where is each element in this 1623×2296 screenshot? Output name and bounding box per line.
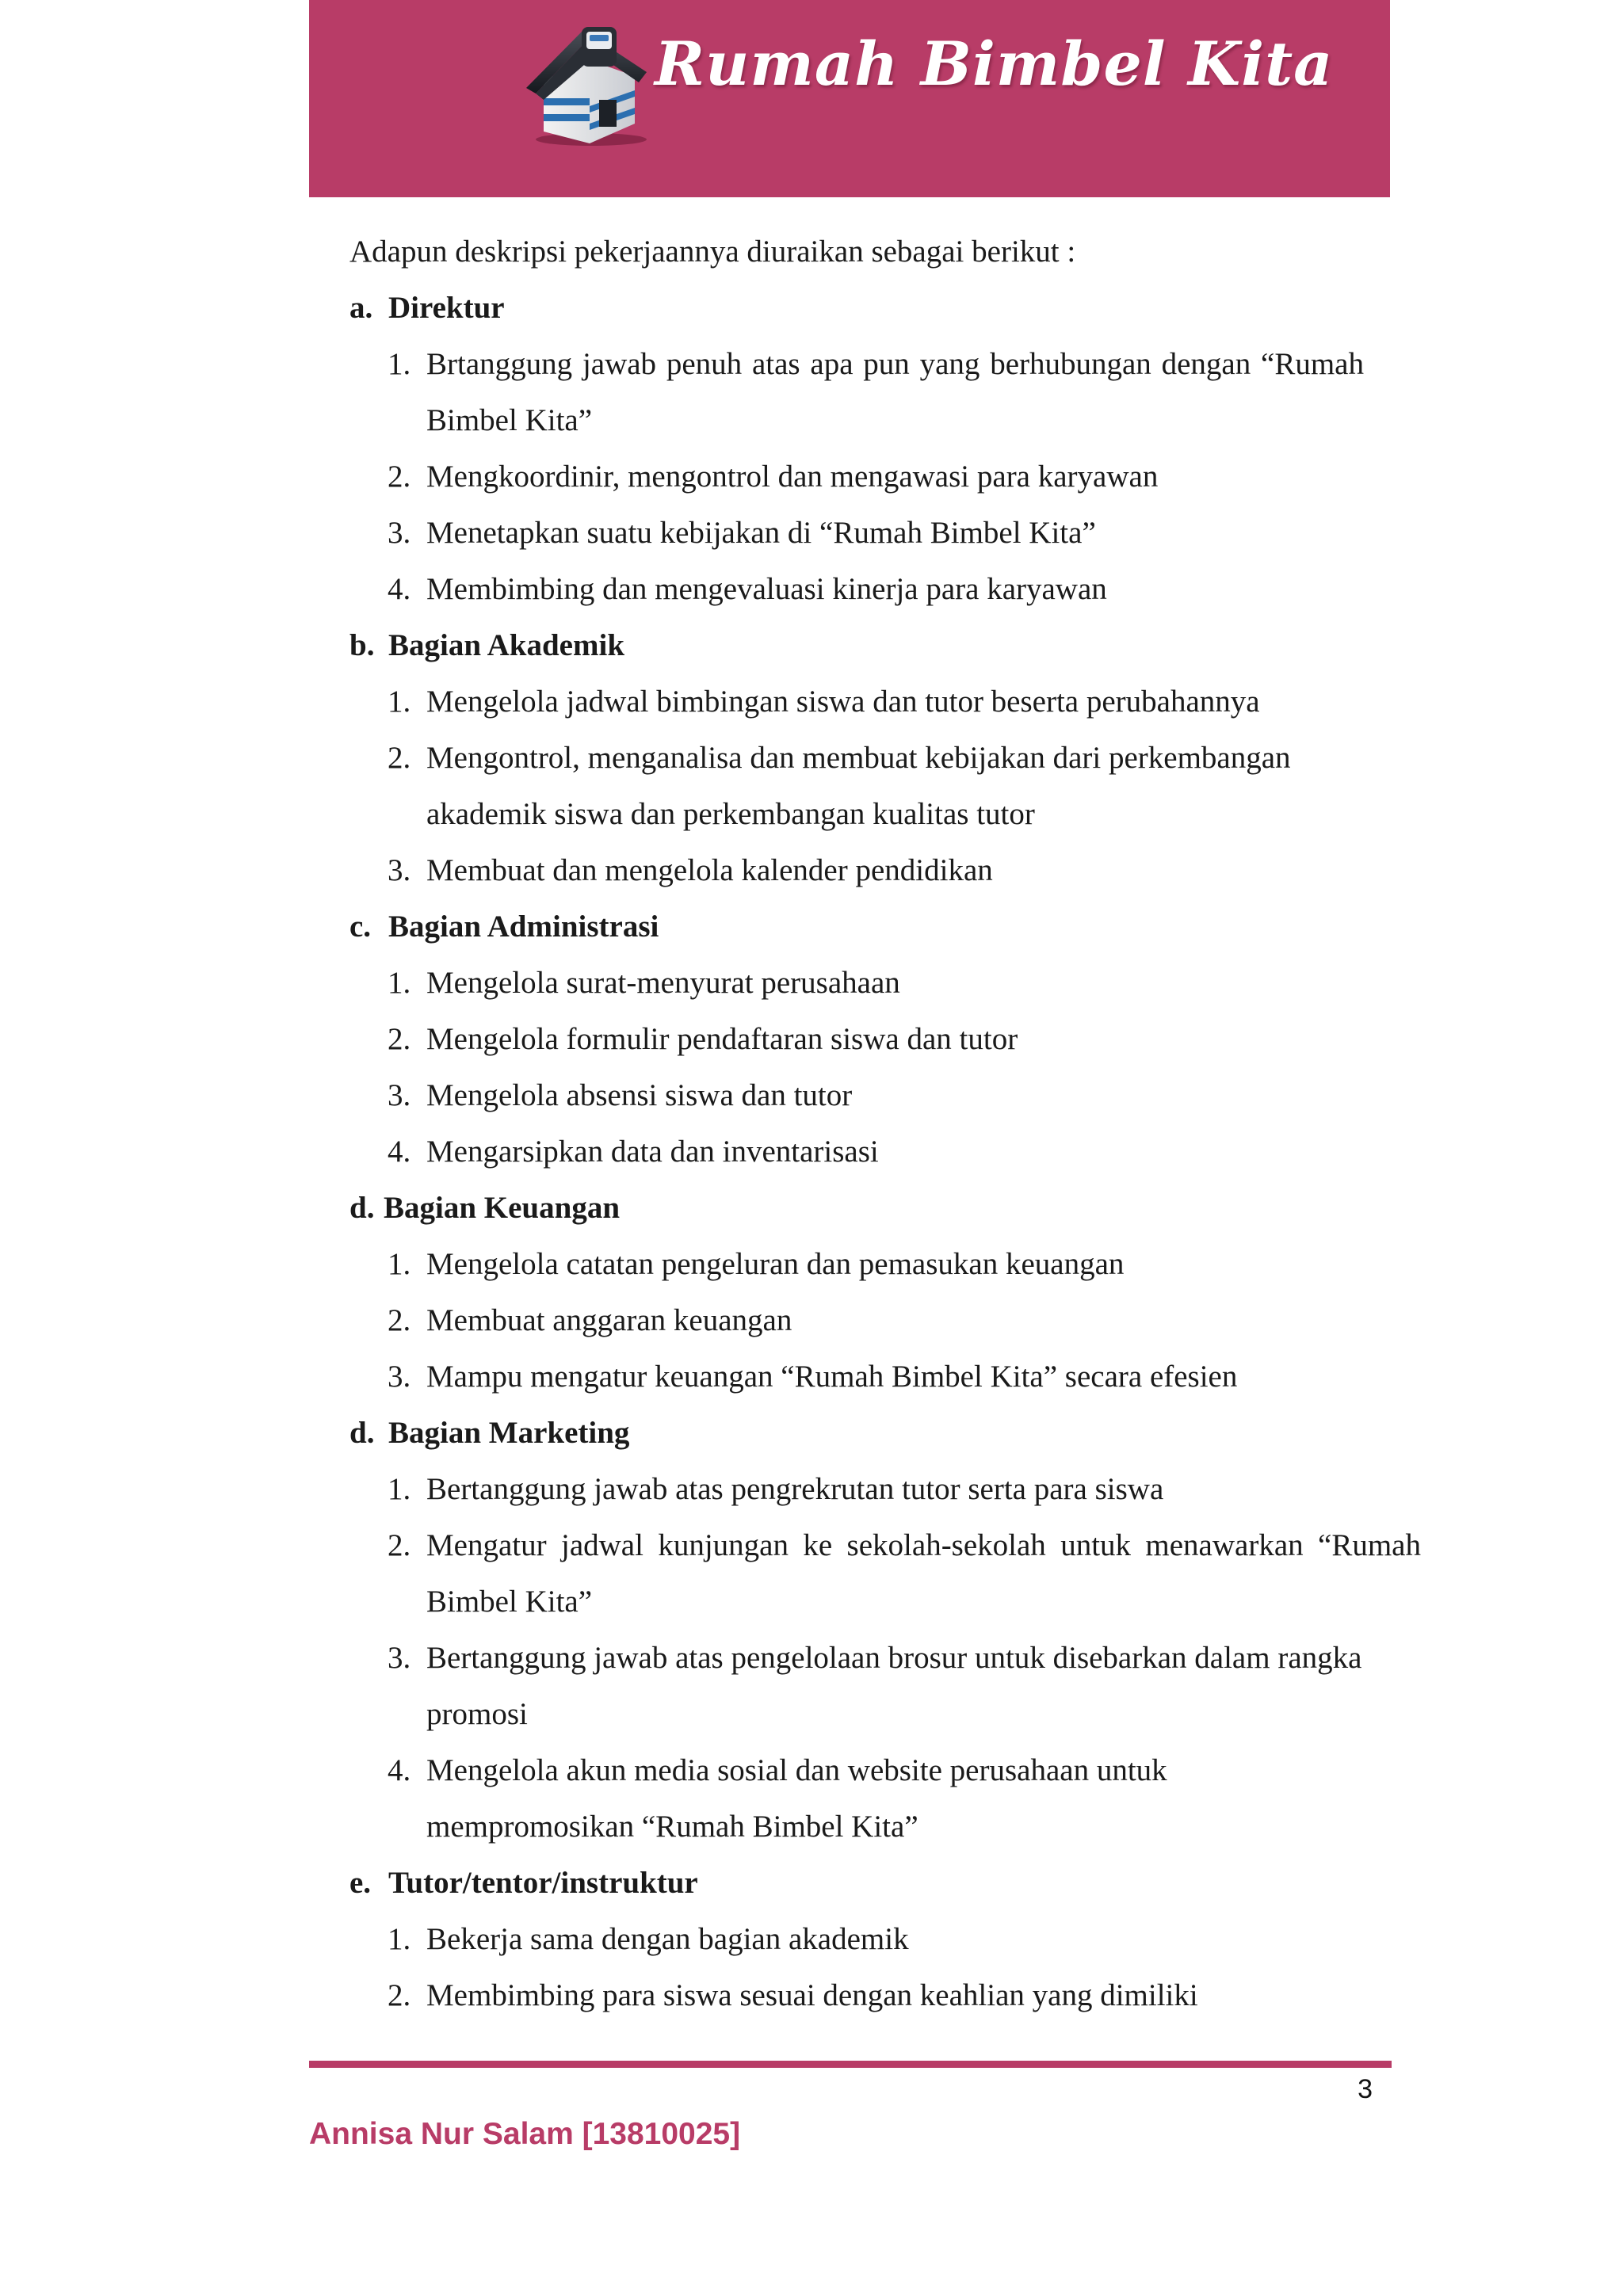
- list-item: 2. Mengelola formulir pendaftaran siswa dan tutor: [388, 1022, 1018, 1056]
- brand-title: Rumah Bimbel Kita: [655, 29, 1334, 99]
- section-bagian-akademik: [349, 617, 1364, 898]
- section-title: a. Direktur: [349, 291, 505, 325]
- section-bagian-marketing: [349, 1405, 1421, 1855]
- section-tutor: [349, 1855, 1364, 2023]
- section-title: d. Bagian Keuangan: [349, 1191, 621, 1225]
- list-item: 3. Mampu mengatur keuangan “Rumah Bimbel Kita” secara efesien: [388, 1360, 1238, 1394]
- list-item: 2. Mengatur jadwal kunjungan ke sekolah-sekolah untuk menawarkan “Rumah Bimbel Kita”: [388, 1528, 1421, 1619]
- list-item: 4. Membimbing dan mengevaluasi kinerja para karyawan: [388, 572, 1107, 606]
- list-item: 1. Mengelola surat-menyurat perusahaan: [388, 966, 900, 1000]
- footer-divider: [309, 2061, 1392, 2068]
- house-icon: [520, 13, 653, 147]
- page-number: 3: [1358, 2074, 1373, 2104]
- list-item: 3. Mengelola absensi siswa dan tutor: [388, 1078, 853, 1112]
- list-item: 1. Brtanggung jawab penuh atas apa pun yang berhubungan dengan “Rumah Bimbel Kita”: [388, 347, 1364, 437]
- list-item: 1. Bertanggung jawab atas pengrekrutan tutor serta para siswa: [388, 1472, 1164, 1506]
- list-item: 3. Membuat dan mengelola kalender pendidikan: [388, 853, 993, 887]
- footer-author: Annisa Nur Salam [13810025]: [309, 2117, 741, 2151]
- list-item: 3. Bertanggung jawab atas pengelolaan brosur untuk disebarkan dalam rangka promosi: [388, 1641, 1362, 1731]
- section-direktur: [349, 280, 1364, 617]
- section-title: e. Tutor/tentor/instruktur: [349, 1866, 698, 1900]
- list-item: 1. Mengelola jadwal bimbingan siswa dan tutor beserta perubahannya: [388, 685, 1260, 719]
- list-item: 2. Membuat anggaran keuangan: [388, 1303, 792, 1337]
- section-bagian-keuangan: [349, 1180, 1364, 1405]
- section-bagian-administrasi: [349, 898, 1364, 1180]
- header-banner: [309, 0, 1390, 197]
- list-item: 3. Menetapkan suatu kebijakan di “Rumah Bimbel Kita”: [388, 516, 1096, 550]
- list-item: 4. Mengarsipkan data dan inventarisasi: [388, 1135, 879, 1169]
- intro-text: Adapun deskripsi pekerjaannya diuraikan sebagai berikut :: [349, 235, 1076, 269]
- section-title: d. Bagian Marketing: [349, 1416, 630, 1450]
- section-title: b. Bagian Akademik: [349, 628, 625, 662]
- list-item: 1. Mengelola catatan pengeluran dan pemasukan keuangan: [388, 1247, 1125, 1281]
- list-item: 2. Mengontrol, menganalisa dan membuat kebijakan dari perkembangan akademik siswa dan perkembangan kualitas tutor: [388, 741, 1291, 831]
- section-title: c. Bagian Administrasi: [349, 910, 659, 944]
- document-body: [349, 223, 1421, 2023]
- list-item: 2. Membimbing para siswa sesuai dengan keahlian yang dimiliki: [388, 1978, 1198, 2012]
- list-item: 4. Mengelola akun media sosial dan website perusahaan untuk mempromosikan “Rumah Bimbel Kita”: [388, 1753, 1167, 1844]
- list-item: 2. Mengkoordinir, mengontrol dan mengawasi para karyawan: [388, 460, 1159, 494]
- list-item: 1. Bekerja sama dengan bagian akademik: [388, 1922, 909, 1956]
